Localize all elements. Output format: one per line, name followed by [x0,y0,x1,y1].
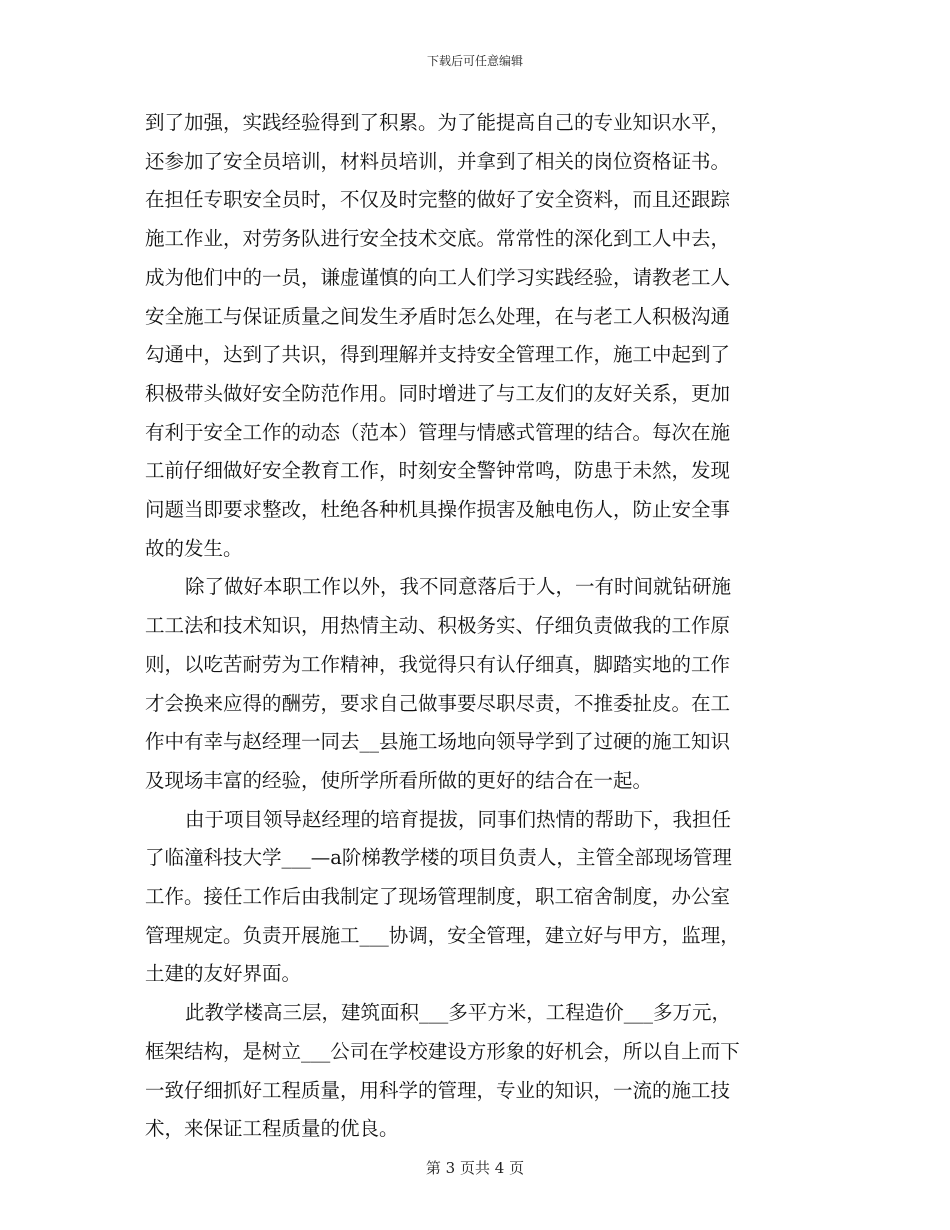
text-line: 作中有幸与赵经理一同去__县施工场地向领导学到了过硬的施工知识 [145,730,731,754]
text-line: 及现场丰富的经验，使所学所看所做的更好的结合在一起。 [145,768,653,792]
text-line: 工作。接任工作后由我制定了现场管理制度，职工宿舍制度，办公室 [145,885,731,909]
document-body [145,104,809,1149]
text-line: 故的发生。 [145,536,243,560]
paragraph-3 [145,801,809,995]
text-line: 还参加了安全员培训，材料员培训，并拿到了相关的岗位资格证书。 [145,149,731,173]
text-line: 除了做好本职工作以外，我不同意落后于人，一有时间就钻研施 [185,575,732,599]
text-line: 积极带头做好安全防范作用。同时增进了与工友们的友好关系，更加 [145,381,731,405]
page-header: 下载后可任意编辑 [426,54,523,68]
text-line: 框架结构，是树立___公司在学校建设方形象的好机会，所以自上而下 [145,1039,740,1063]
text-line: 施工作业，对劳务队进行安全技术交底。常常性的深化到工人中去， [145,227,731,251]
paragraph-2 [145,568,809,800]
paragraph-4 [145,994,809,1149]
text-line: 则，以吃苦耐劳为工作精神，我觉得只有认仔细真，脚踏实地的工作 [145,652,731,676]
paragraph-1 [145,104,809,568]
text-line: 由于项目领导赵经理的培育提拔，同事们热情的帮助下，我担任 [185,807,732,831]
text-line: 术，来保证工程质量的优良。 [145,1117,399,1141]
text-line: 勾通中，达到了共识，得到理解并支持安全管理工作，施工中起到了 [145,343,731,367]
text-line: 此教学楼高三层，建筑面积___多平方米，工程造价___多万元， [185,1001,732,1025]
text-line: 土建的友好界面。 [145,962,302,986]
text-line: 一致仔细抓好工程质量，用科学的管理，专业的知识，一流的施工技 [145,1078,731,1102]
text-line: 才会换来应得的酬劳，要求自己做事要尽职尽责，不推委扯皮。在工 [145,691,731,715]
text-line: 问题当即要求整改，杜绝各种机具操作损害及触电伤人，防止安全事 [145,498,731,522]
text-line: 到了加强，实践经验得到了积累。为了能提高自己的专业知识水平， [145,111,731,134]
text-line: 管理规定。负责开展施工___协调，安全管理，建立好与甲方，监理， [145,923,740,947]
text-line: 工前仔细做好安全教育工作，时刻安全警钟常鸣，防患于未然，发现 [145,459,731,483]
text-line: 工工法和技术知识，用热情主动、积极务实、仔细负责做我的工作原 [145,614,731,638]
text-line: 在担任专职安全员时，不仅及时完整的做好了安全资料，而且还跟踪 [145,188,731,212]
text-line: 有利于安全工作的动态（范本）管理与情感式管理的结合。每次在施 [145,420,731,444]
text-line: 成为他们中的一员，谦虚谨慎的向工人们学习实践经验，请教老工人 [145,265,731,289]
page-number: 第 3 页共 4 页 [425,1159,525,1177]
text-line: 了临潼科技大学___—a阶梯教学楼的项目负责人，主管全部现场管理 [145,846,732,870]
text-line: 安全施工与保证质量之间发生矛盾时怎么处理，在与老工人积极沟通 [145,304,731,328]
